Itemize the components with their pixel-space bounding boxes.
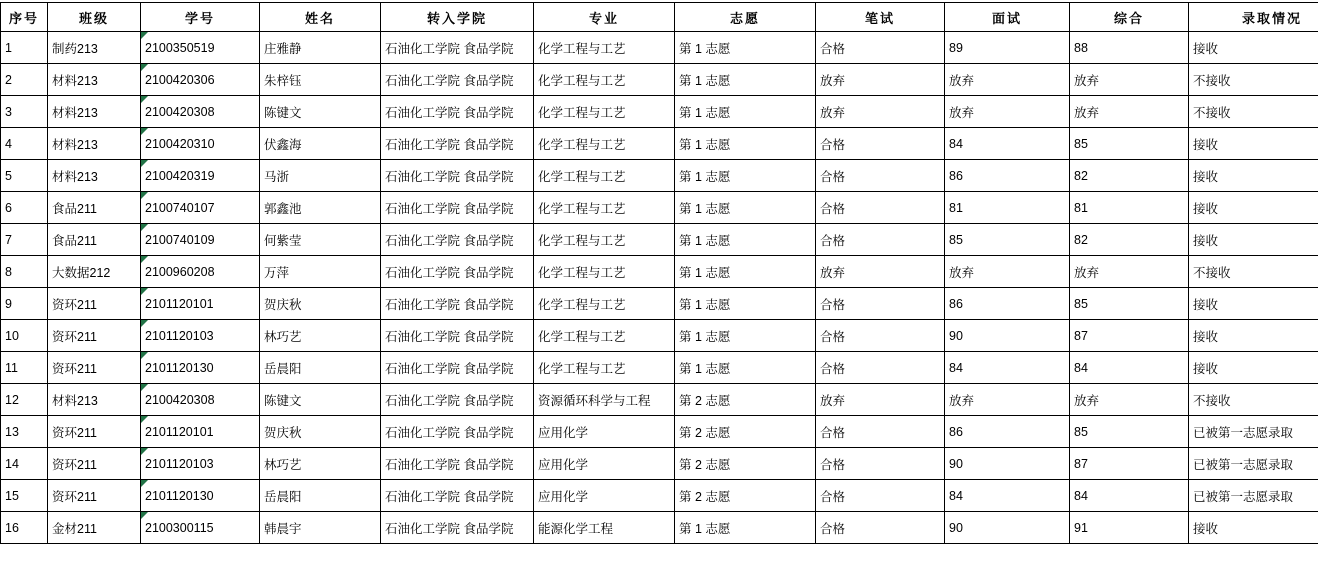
cell-major: 能源化学工程 <box>534 512 675 544</box>
cell-class: 资环211 <box>48 352 141 384</box>
cell-student-id: 2100420308 <box>141 384 260 416</box>
cell-result: 不接收 <box>1189 64 1318 96</box>
cell-student-id: 2100740109 <box>141 224 260 256</box>
cell-college: 石油化工学院 食品学院 <box>381 160 534 192</box>
cell-class: 材料213 <box>48 128 141 160</box>
cell-written: 合格 <box>816 416 945 448</box>
cell-result: 不接收 <box>1189 384 1318 416</box>
cell-written: 合格 <box>816 480 945 512</box>
cell-college: 石油化工学院 食品学院 <box>381 480 534 512</box>
cell-interview: 84 <box>945 480 1070 512</box>
cell-result: 接收 <box>1189 224 1318 256</box>
table-row <box>1 448 1318 480</box>
cell-composite: 放弃 <box>1070 64 1189 96</box>
cell-result: 不接收 <box>1189 256 1318 288</box>
cell-composite: 85 <box>1070 288 1189 320</box>
cell-interview: 放弃 <box>945 64 1070 96</box>
cell-composite: 84 <box>1070 480 1189 512</box>
cell-major: 应用化学 <box>534 416 675 448</box>
cell-student-id: 2100420310 <box>141 128 260 160</box>
cell-name: 陈键文 <box>260 384 381 416</box>
cell-seq: 7 <box>1 224 48 256</box>
cell-college: 石油化工学院 食品学院 <box>381 96 534 128</box>
cell-composite: 放弃 <box>1070 384 1189 416</box>
cell-class: 金材211 <box>48 512 141 544</box>
cell-major: 化学工程与工艺 <box>534 64 675 96</box>
cell-interview: 86 <box>945 416 1070 448</box>
cell-wish: 第 1 志愿 <box>675 256 816 288</box>
cell-major: 化学工程与工艺 <box>534 160 675 192</box>
cell-written: 合格 <box>816 288 945 320</box>
cell-class: 材料213 <box>48 160 141 192</box>
cell-class: 资环211 <box>48 480 141 512</box>
cell-college: 石油化工学院 食品学院 <box>381 352 534 384</box>
cell-wish: 第 2 志愿 <box>675 480 816 512</box>
cell-wish: 第 1 志愿 <box>675 96 816 128</box>
cell-composite: 88 <box>1070 32 1189 64</box>
cell-seq: 6 <box>1 192 48 224</box>
cell-composite: 放弃 <box>1070 96 1189 128</box>
cell-composite: 82 <box>1070 224 1189 256</box>
cell-interview: 放弃 <box>945 384 1070 416</box>
cell-name: 贺庆秋 <box>260 288 381 320</box>
column-header-student-id: 学号 <box>141 3 260 32</box>
cell-interview: 放弃 <box>945 256 1070 288</box>
table-row <box>1 320 1318 352</box>
column-header-result: 录取情况 <box>1189 3 1318 32</box>
cell-name: 岳晨阳 <box>260 480 381 512</box>
cell-college: 石油化工学院 食品学院 <box>381 224 534 256</box>
table-row <box>1 512 1318 544</box>
table-row <box>1 128 1318 160</box>
column-header-written: 笔试 <box>816 3 945 32</box>
cell-college: 石油化工学院 食品学院 <box>381 512 534 544</box>
cell-class: 材料213 <box>48 384 141 416</box>
cell-student-id: 2101120101 <box>141 288 260 320</box>
cell-student-id: 2101120103 <box>141 448 260 480</box>
table-body <box>1 32 1318 544</box>
cell-major: 化学工程与工艺 <box>534 96 675 128</box>
cell-written: 放弃 <box>816 64 945 96</box>
cell-name: 岳晨阳 <box>260 352 381 384</box>
cell-class: 食品211 <box>48 224 141 256</box>
table-row <box>1 64 1318 96</box>
cell-result: 接收 <box>1189 320 1318 352</box>
cell-seq: 3 <box>1 96 48 128</box>
cell-written: 合格 <box>816 192 945 224</box>
cell-name: 伏鑫海 <box>260 128 381 160</box>
table-row <box>1 96 1318 128</box>
cell-composite: 84 <box>1070 352 1189 384</box>
cell-major: 资源循环科学与工程 <box>534 384 675 416</box>
cell-seq: 15 <box>1 480 48 512</box>
cell-student-id: 2101120103 <box>141 320 260 352</box>
cell-seq: 4 <box>1 128 48 160</box>
cell-name: 陈键文 <box>260 96 381 128</box>
cell-written: 合格 <box>816 352 945 384</box>
cell-class: 材料213 <box>48 64 141 96</box>
cell-name: 林巧艺 <box>260 448 381 480</box>
cell-wish: 第 1 志愿 <box>675 320 816 352</box>
cell-result: 不接收 <box>1189 96 1318 128</box>
cell-student-id: 2100420308 <box>141 96 260 128</box>
cell-wish: 第 1 志愿 <box>675 288 816 320</box>
cell-major: 化学工程与工艺 <box>534 192 675 224</box>
cell-name: 林巧艺 <box>260 320 381 352</box>
cell-interview: 85 <box>945 224 1070 256</box>
cell-result: 已被第一志愿录取 <box>1189 480 1318 512</box>
cell-result: 接收 <box>1189 192 1318 224</box>
cell-written: 合格 <box>816 512 945 544</box>
column-header-wish: 志愿 <box>675 3 816 32</box>
cell-name: 庄雅静 <box>260 32 381 64</box>
cell-seq: 10 <box>1 320 48 352</box>
cell-seq: 12 <box>1 384 48 416</box>
cell-college: 石油化工学院 食品学院 <box>381 384 534 416</box>
cell-composite: 85 <box>1070 128 1189 160</box>
column-header-name: 姓名 <box>260 3 381 32</box>
column-header-college: 转入学院 <box>381 3 534 32</box>
cell-wish: 第 1 志愿 <box>675 32 816 64</box>
cell-college: 石油化工学院 食品学院 <box>381 64 534 96</box>
table-row <box>1 416 1318 448</box>
cell-seq: 13 <box>1 416 48 448</box>
cell-composite: 放弃 <box>1070 256 1189 288</box>
cell-seq: 11 <box>1 352 48 384</box>
cell-wish: 第 2 志愿 <box>675 384 816 416</box>
cell-college: 石油化工学院 食品学院 <box>381 128 534 160</box>
table-row <box>1 160 1318 192</box>
cell-college: 石油化工学院 食品学院 <box>381 192 534 224</box>
cell-written: 合格 <box>816 160 945 192</box>
cell-seq: 1 <box>1 32 48 64</box>
cell-name: 何紫莹 <box>260 224 381 256</box>
cell-wish: 第 1 志愿 <box>675 352 816 384</box>
cell-wish: 第 1 志愿 <box>675 160 816 192</box>
cell-major: 应用化学 <box>534 448 675 480</box>
cell-interview: 90 <box>945 448 1070 480</box>
cell-name: 郭鑫池 <box>260 192 381 224</box>
cell-written: 合格 <box>816 32 945 64</box>
cell-student-id: 2101120101 <box>141 416 260 448</box>
cell-result: 接收 <box>1189 352 1318 384</box>
cell-seq: 8 <box>1 256 48 288</box>
cell-college: 石油化工学院 食品学院 <box>381 288 534 320</box>
column-header-class: 班级 <box>48 3 141 32</box>
cell-seq: 9 <box>1 288 48 320</box>
cell-result: 已被第一志愿录取 <box>1189 416 1318 448</box>
cell-written: 放弃 <box>816 256 945 288</box>
cell-seq: 16 <box>1 512 48 544</box>
cell-composite: 91 <box>1070 512 1189 544</box>
table-row <box>1 352 1318 384</box>
cell-class: 资环211 <box>48 320 141 352</box>
cell-seq: 5 <box>1 160 48 192</box>
table-row <box>1 384 1318 416</box>
cell-wish: 第 2 志愿 <box>675 448 816 480</box>
cell-result: 接收 <box>1189 32 1318 64</box>
cell-wish: 第 1 志愿 <box>675 224 816 256</box>
cell-result: 接收 <box>1189 160 1318 192</box>
column-header-seq: 序号 <box>1 3 48 32</box>
cell-interview: 84 <box>945 352 1070 384</box>
cell-student-id: 2100420319 <box>141 160 260 192</box>
table-row <box>1 192 1318 224</box>
cell-student-id: 2100740107 <box>141 192 260 224</box>
cell-written: 合格 <box>816 320 945 352</box>
cell-composite: 85 <box>1070 416 1189 448</box>
cell-name: 朱梓钰 <box>260 64 381 96</box>
table-header <box>1 3 1318 32</box>
cell-class: 资环211 <box>48 416 141 448</box>
cell-result: 接收 <box>1189 512 1318 544</box>
column-header-composite: 综合 <box>1070 3 1189 32</box>
cell-written: 合格 <box>816 128 945 160</box>
cell-student-id: 2101120130 <box>141 352 260 384</box>
column-header-interview: 面试 <box>945 3 1070 32</box>
cell-composite: 81 <box>1070 192 1189 224</box>
cell-class: 资环211 <box>48 288 141 320</box>
cell-name: 韩晨宇 <box>260 512 381 544</box>
cell-wish: 第 1 志愿 <box>675 192 816 224</box>
cell-class: 食品211 <box>48 192 141 224</box>
table-row <box>1 32 1318 64</box>
cell-major: 化学工程与工艺 <box>534 128 675 160</box>
table-row <box>1 288 1318 320</box>
cell-wish: 第 2 志愿 <box>675 416 816 448</box>
cell-name: 万萍 <box>260 256 381 288</box>
cell-composite: 82 <box>1070 160 1189 192</box>
cell-interview: 86 <box>945 160 1070 192</box>
cell-written: 放弃 <box>816 384 945 416</box>
cell-student-id: 2100960208 <box>141 256 260 288</box>
cell-name: 贺庆秋 <box>260 416 381 448</box>
cell-composite: 87 <box>1070 448 1189 480</box>
cell-class: 资环211 <box>48 448 141 480</box>
cell-composite: 87 <box>1070 320 1189 352</box>
cell-college: 石油化工学院 食品学院 <box>381 32 534 64</box>
cell-college: 石油化工学院 食品学院 <box>381 416 534 448</box>
table-row <box>1 480 1318 512</box>
cell-major: 化学工程与工艺 <box>534 320 675 352</box>
cell-wish: 第 1 志愿 <box>675 64 816 96</box>
cell-written: 放弃 <box>816 96 945 128</box>
cell-interview: 90 <box>945 320 1070 352</box>
table-row <box>1 224 1318 256</box>
cell-college: 石油化工学院 食品学院 <box>381 256 534 288</box>
cell-class: 制药213 <box>48 32 141 64</box>
cell-interview: 90 <box>945 512 1070 544</box>
cell-student-id: 2100420306 <box>141 64 260 96</box>
cell-major: 应用化学 <box>534 480 675 512</box>
cell-wish: 第 1 志愿 <box>675 512 816 544</box>
cell-seq: 14 <box>1 448 48 480</box>
cell-college: 石油化工学院 食品学院 <box>381 320 534 352</box>
cell-major: 化学工程与工艺 <box>534 256 675 288</box>
cell-student-id: 2100350519 <box>141 32 260 64</box>
admission-table <box>0 2 1318 544</box>
cell-written: 合格 <box>816 448 945 480</box>
cell-result: 已被第一志愿录取 <box>1189 448 1318 480</box>
cell-major: 化学工程与工艺 <box>534 224 675 256</box>
cell-written: 合格 <box>816 224 945 256</box>
cell-class: 大数据212 <box>48 256 141 288</box>
cell-interview: 89 <box>945 32 1070 64</box>
cell-major: 化学工程与工艺 <box>534 288 675 320</box>
cell-interview: 86 <box>945 288 1070 320</box>
cell-class: 材料213 <box>48 96 141 128</box>
header-row <box>1 3 1318 32</box>
cell-wish: 第 1 志愿 <box>675 128 816 160</box>
cell-interview: 84 <box>945 128 1070 160</box>
column-header-major: 专业 <box>534 3 675 32</box>
cell-interview: 放弃 <box>945 96 1070 128</box>
cell-interview: 81 <box>945 192 1070 224</box>
cell-result: 接收 <box>1189 288 1318 320</box>
cell-major: 化学工程与工艺 <box>534 352 675 384</box>
cell-student-id: 2100300115 <box>141 512 260 544</box>
cell-student-id: 2101120130 <box>141 480 260 512</box>
cell-college: 石油化工学院 食品学院 <box>381 448 534 480</box>
cell-major: 化学工程与工艺 <box>534 32 675 64</box>
cell-name: 马浙 <box>260 160 381 192</box>
cell-seq: 2 <box>1 64 48 96</box>
table-row <box>1 256 1318 288</box>
cell-result: 接收 <box>1189 128 1318 160</box>
